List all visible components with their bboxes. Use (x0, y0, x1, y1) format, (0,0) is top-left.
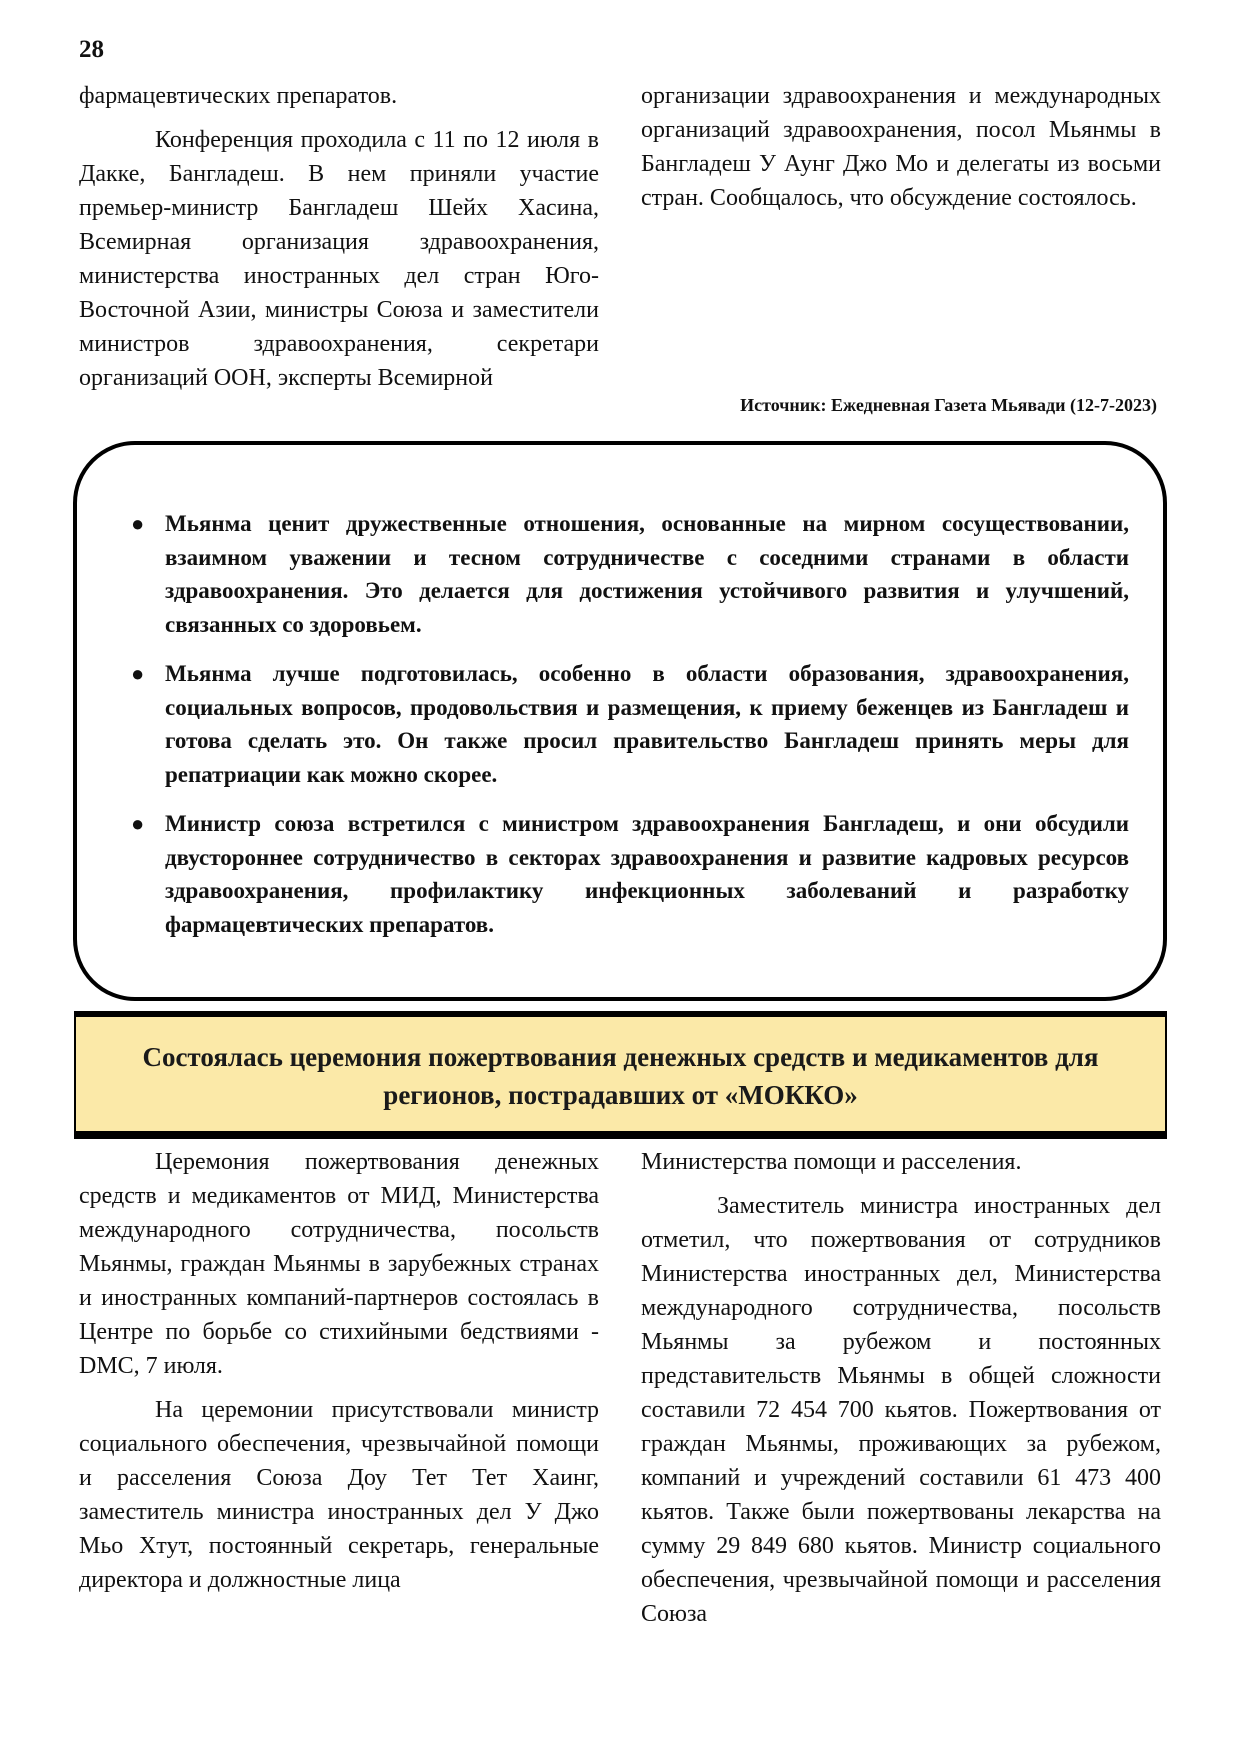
bullet-icon: ● (131, 511, 145, 536)
article-source: Источник: Ежедневная Газета Мьявади (12-7-2023) (740, 395, 1157, 415)
second-article-left-column (79, 1145, 599, 1745)
summary-box (73, 441, 1167, 1001)
top-article-right-column (641, 79, 1161, 329)
summary-item-text: Мьянма лучше подготовилась, особенно в области образования, здравоохранения, социальных вопросов, продовольствия и размещения, к приему беженцев из Бангладеш и готова сделать это. Он также просил правительство Бангладеш принять меры для репатриации как можно скорее. (165, 661, 1129, 787)
summary-item (127, 657, 1129, 791)
summary-item (127, 807, 1129, 941)
paragraph: фармацевтических препаратов. (79, 83, 398, 109)
summary-list (127, 507, 1129, 941)
bullet-icon: ● (131, 811, 145, 836)
headline-box (74, 1015, 1167, 1136)
summary-item-text: Мьянма ценит дружественные отношения, основанные на мирном сосуществовании, взаимном уважении и тесном сотрудничестве с соседними странами в области здравоохранения. Это делается для достижения устойчивого развития и улучшений, связанных со здоровьем. (165, 511, 1129, 637)
second-article-right-column (641, 1145, 1161, 1745)
paragraph: Министерства помощи и расселения. (641, 1149, 1022, 1175)
summary-item-text: Министр союза встретился с министром здравоохранения Бангладеш, и они обсудили двустороннее сотрудничество в секторах здравоохранения и развитие кадровых ресурсов здравоохранения, профилактику инфекционных заболеваний и разработку фармацевтических препаратов. (165, 811, 1129, 937)
paragraph: Конференция проходила с 11 по 12 июля в Дакке, Бангладеш. В нем приняли участие премьер-министр Бангладеш Шейх Хасина, Всемирная организация здравоохранения, министерства иностранных дел стран Юго-Восточной Азии, министры Союза и заместители министров здравоохранения, секретари организаций ООН, эксперты Всемирной (79, 127, 599, 391)
page-number: 28 (79, 36, 104, 63)
paragraph: Заместитель министра иностранных дел отметил, что пожертвования от сотрудников Министерства иностранных дел, Министерства международного сотрудничества, посольств Мьянмы за рубежом и постоянных представительств Мьянмы в общей сложности составили 72 454 700 кьятов. Пожертвования от граждан Мьянмы, проживающих за рубежом, компаний и учреждений составили 61 473 400 кьятов. Также были пожертвованы лекарства на сумму 29 849 680 кьятов. Министр социального обеспечения, чрезвычайной помощи и расселения Союза (641, 1193, 1161, 1627)
paragraph: Церемония пожертвования денежных средств и медикаментов от МИД, Министерства международного сотрудничества, посольств Мьянмы, граждан Мьянмы в зарубежных странах и иностранных компаний-партнеров состоялась в Центре по борьбе со стихийными бедствиями - DMC, 7 июля. (79, 1149, 599, 1379)
paragraph: организации здравоохранения и международных организаций здравоохранения, посол Мьянмы в Бангладеш У Аунг Джо Мо и делегаты из восьми стран. Сообщалось, что обсуждение состоялось. (641, 83, 1161, 211)
paragraph: На церемонии присутствовали министр социального обеспечения, чрезвычайной помощи и расселения Союза Доу Тет Тет Хаинг, заместитель министра иностранных дел У Джо Мьо Хтут, постоянный секретарь, генеральные директора и должностные лица (79, 1397, 599, 1593)
top-article-left-column (79, 79, 599, 431)
bullet-icon: ● (131, 661, 145, 686)
article-headline: Состоялась церемония пожертвования денежных средств и медикаментов для регионов, пострадавших от «МОККО» (142, 1041, 1099, 1110)
summary-item (127, 507, 1129, 641)
